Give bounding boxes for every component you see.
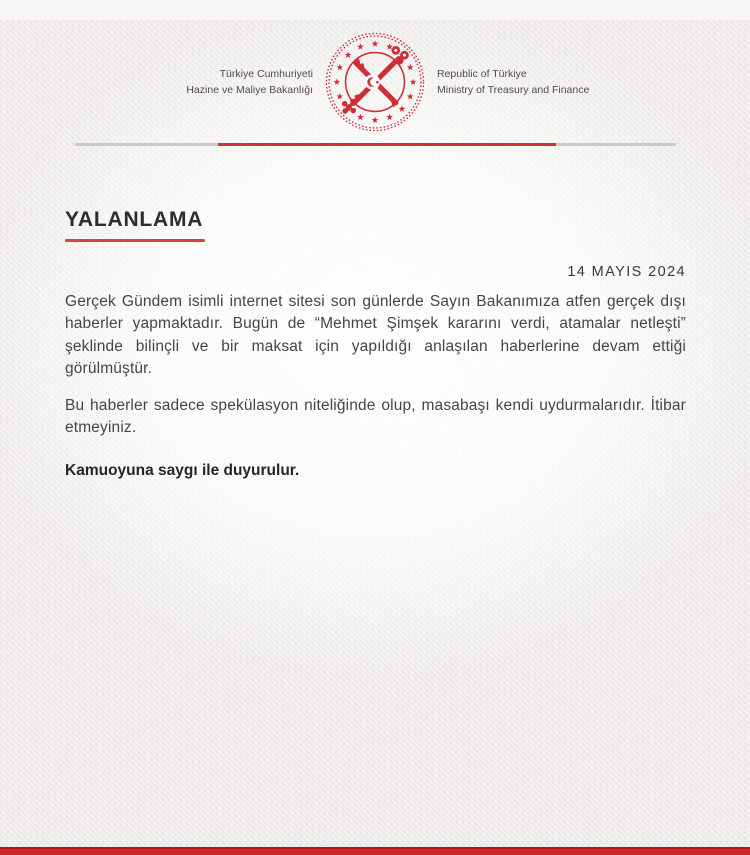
statement-body (0, 208, 750, 480)
org-name-tr-line1: Türkiye Cumhuriyeti (219, 68, 313, 80)
statement-paragraph: Gerçek Gündem isimli internet sitesi son günlerde Sayın Bakanımıza atfen gerçek dışı haberler yapmaktadır. Bugün de “Mehmet Şimşek kararını verdi, atamalar netleşti” şeklinde bilinçli ve bir maksat için yapıldığı anlaşılan haberlerine devam ettiği görülmüştür. (65, 292, 686, 377)
org-name-tr-line2: Hazine ve Maliye Bakanlığı (186, 84, 313, 96)
bottom-red-bar (0, 847, 750, 855)
org-name-turkish (143, 66, 313, 98)
org-name-en-line1: Republic of Türkiye (437, 68, 527, 80)
statement-paragraph: Bu haberler sadece spekülasyon niteliğinde olup, masabaşı kendi uydurmalarıdır. İtibar etmeyiniz. (65, 396, 686, 436)
statement-date: 14 MAYIS 2024 (567, 263, 686, 280)
header-divider (75, 143, 676, 146)
statement-title: YALANLAMA (65, 207, 204, 231)
org-name-en-line2: Ministry of Treasury and Finance (437, 84, 590, 96)
org-name-english (437, 66, 607, 98)
document-header (0, 0, 750, 134)
title-underline (65, 239, 205, 242)
ministry-emblem-icon (323, 30, 427, 134)
statement-closing: Kamuoyuna saygı ile duyurulur. (65, 461, 300, 479)
